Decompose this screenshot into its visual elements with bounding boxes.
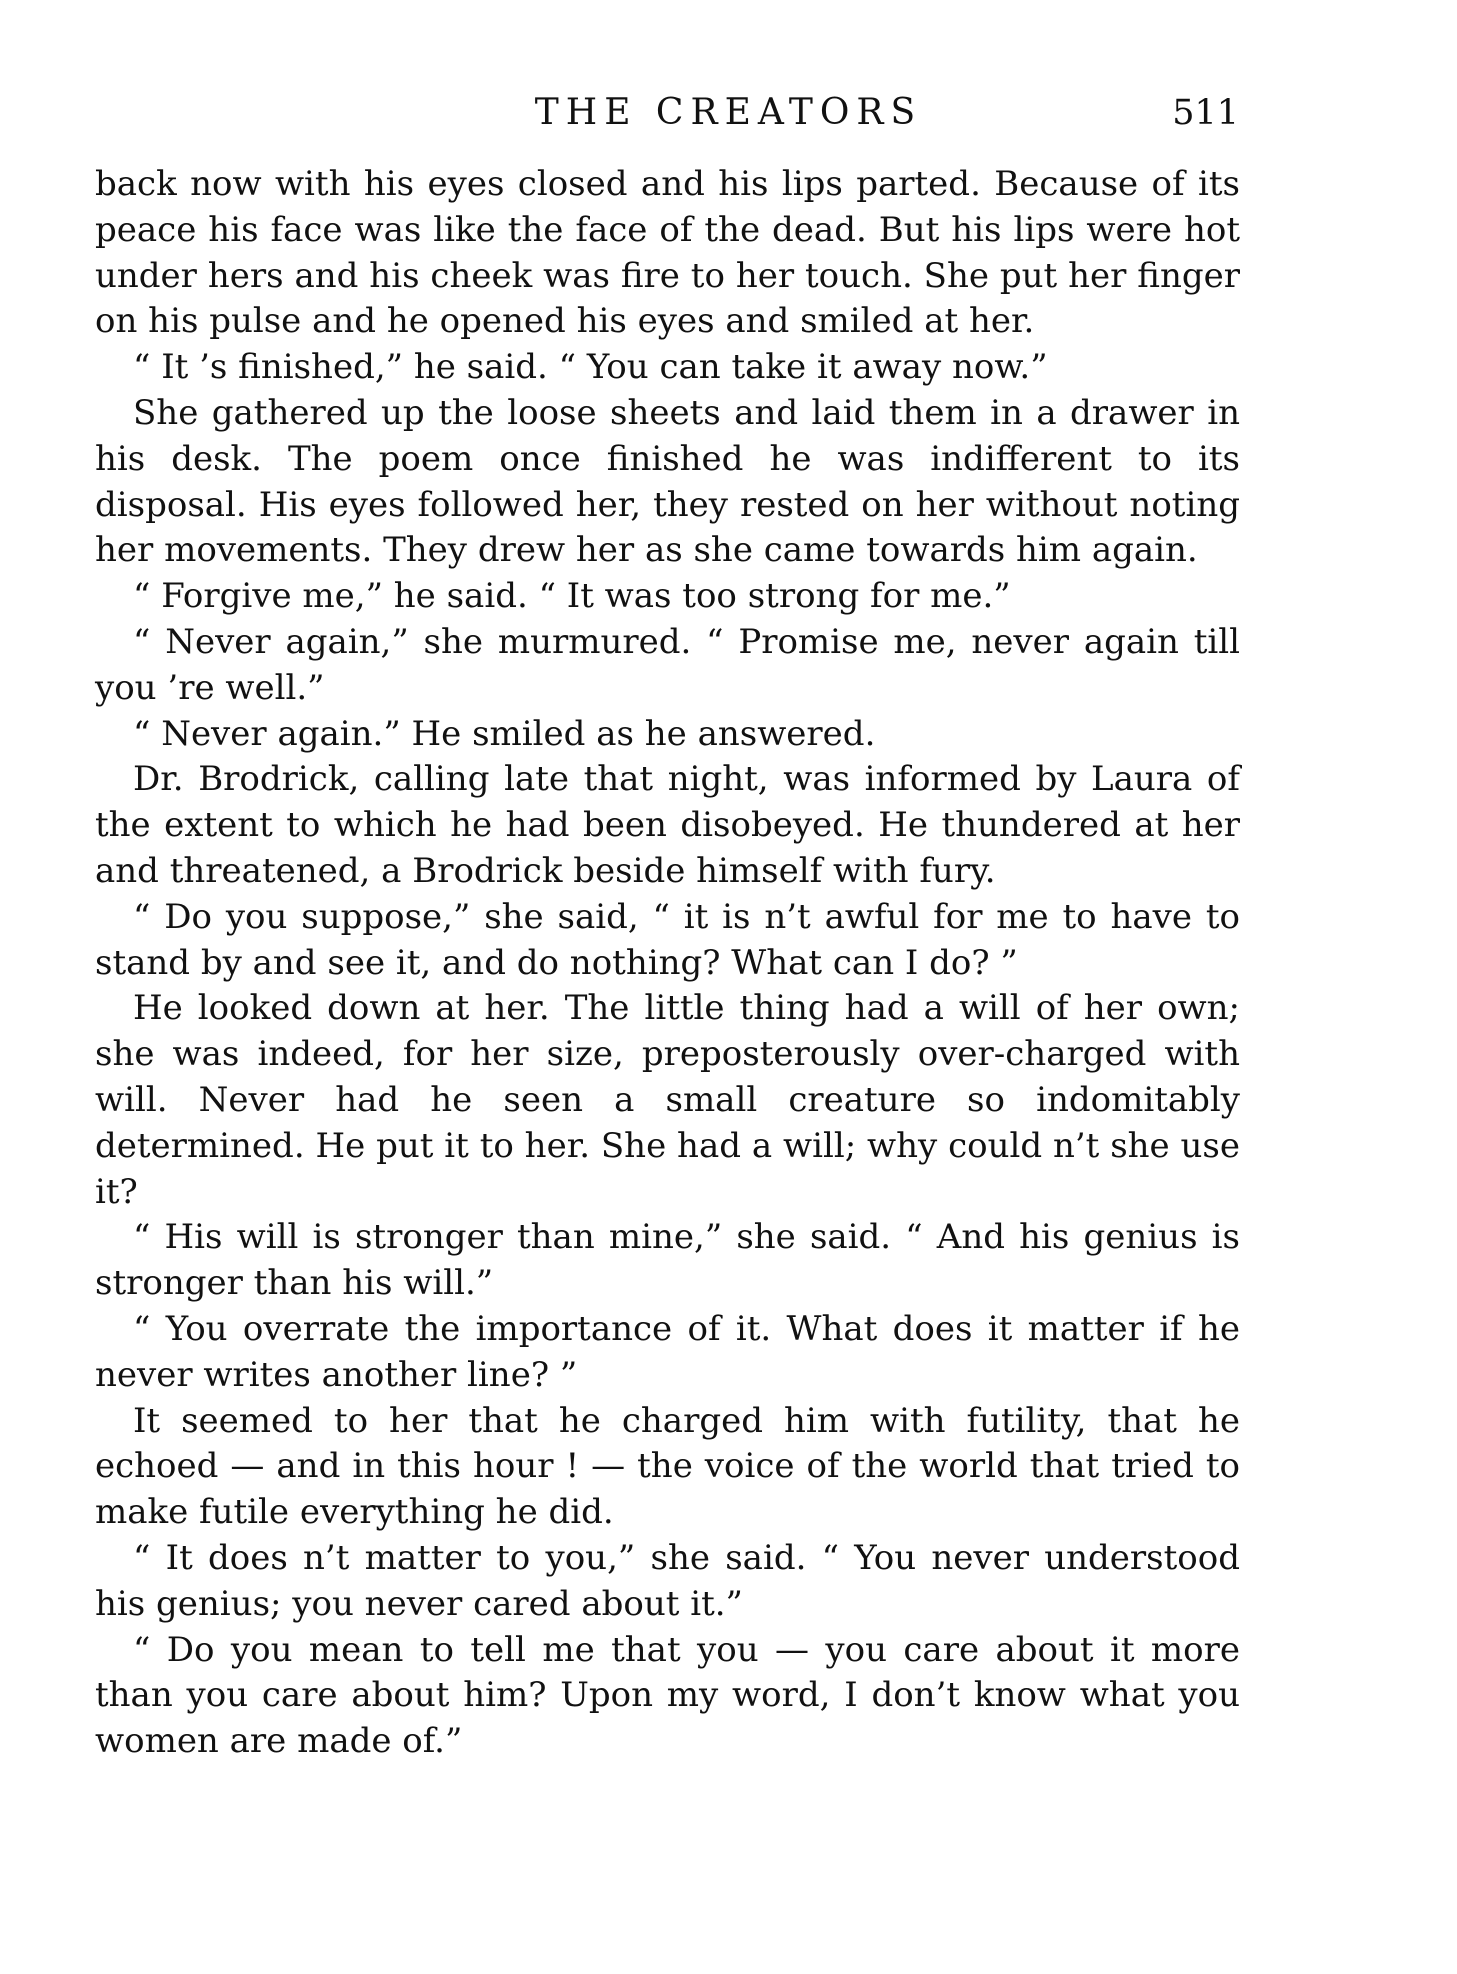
paragraph-4: “ Forgive me,” he said. “ It was too strong for me.” (133, 576, 1011, 617)
paragraph-1: back now with his eyes closed and his lips parted. Because of its peace his face was like the face of the dead. But his lips were hot under hers and his cheek was fire to her touch. She put her finger on his pulse and he opened his eyes and smiled at her. (95, 164, 1240, 342)
running-title: THE CREATORS (534, 92, 923, 133)
paragraph-11: “ You overrate the importance of it. What does it matter if he never writes another line? ” (95, 1308, 1240, 1395)
paragraph-6: “ Never again.” He smiled as he answered. (133, 713, 876, 754)
paragraph-14: “ Do you mean to tell me that you — you care about it more than you care about him? Upon my word, I don’t know what you women are made of.” (95, 1629, 1240, 1762)
paragraph-12: It seemed to her that he charged him with futility, that he echoed — and in this hour ! — the voice of the world that tried to make futile everything he did. (95, 1400, 1240, 1533)
paragraph-7: Dr. Brodrick, calling late that night, was informed by Laura of the extent to which he had been disobeyed. He thundered at her and threatened, a Brodrick beside himself with fury. (95, 759, 1240, 891)
body-text (95, 162, 1240, 1765)
paragraph-9: He looked down at her. The little thing had a will of her own; she was indeed, for her size, preposterously over-charged with will. Never had he seen a small creature so indomitably determined. He put it to her. She had a will; why could n’t she use it? (95, 988, 1240, 1212)
paragraph-5: “ Never again,” she murmured. “ Promise me, never again till you ’re well.” (95, 621, 1240, 708)
paragraph-3: She gathered up the loose sheets and laid them in a drawer in his desk. The poem once finished he was indifferent to its disposal. His eyes followed her, they rested on her without noting her movements. They drew her as she came towards him again. (95, 392, 1240, 571)
paragraph-10: “ His will is stronger than mine,” she said. “ And his genius is stronger than his will.” (95, 1217, 1240, 1304)
page-number: 511 (1172, 93, 1239, 133)
paragraph-8: “ Do you suppose,” she said, “ it is n’t awful for me to have to stand by and see it, and do nothing? What can I do? ” (95, 896, 1240, 983)
paragraph-2: “ It ’s finished,” he said. “ You can take it away now.” (133, 347, 1048, 388)
running-head (0, 88, 1457, 138)
paragraph-13: “ It does n’t matter to you,” she said. “ You never understood his genius; you never cared about it.” (95, 1537, 1240, 1624)
